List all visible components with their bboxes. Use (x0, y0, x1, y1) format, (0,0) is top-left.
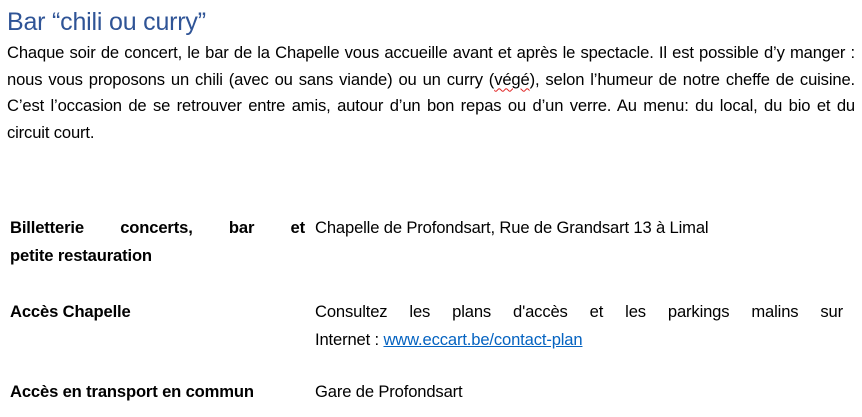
info-table (10, 214, 843, 406)
info-label: Accès en transport en commun (10, 382, 254, 401)
info-value (315, 298, 843, 378)
info-label-line: Billetterie concerts, bar et (10, 218, 305, 237)
contact-plan-link[interactable]: www.eccart.be/contact-plan (383, 330, 583, 349)
info-row-transport (10, 378, 843, 406)
info-value-prefix: Internet : (315, 330, 384, 349)
info-label: Accès Chapelle (10, 302, 131, 321)
info-value-line: Consultez les plans d'accès et les parkings malins sur (315, 302, 843, 321)
intro-text-after: ), selon l’humeur de notre cheffe de cuisine. C’est l’occasion de se retrouver entre amis, autour d’un bon repas ou d’un verre. Au menu: du local, du bio et du circuit court. (7, 69, 855, 142)
info-label-line: petite restauration (10, 246, 152, 265)
intro-text-before: Chaque soir de concert, le bar de la Chapelle vous accueille avant et après le spectacle. Il est possible d’y manger : nous vous proposons un chili (avec ou sans viande) ou un curry ( (7, 43, 855, 89)
info-value: Chapelle de Profondsart, Rue de Grandsart 13 à Limal (315, 218, 709, 237)
info-row-billetterie (10, 214, 843, 298)
intro-paragraph (7, 40, 855, 146)
section-heading: Bar “chili ou curry” (7, 8, 206, 36)
info-value: Gare de Profondsart (315, 382, 463, 401)
document-page (7, 6, 855, 146)
spellcheck-flagged-word[interactable]: végé (494, 69, 530, 89)
info-row-acces-chapelle (10, 298, 843, 378)
info-label (10, 214, 315, 298)
